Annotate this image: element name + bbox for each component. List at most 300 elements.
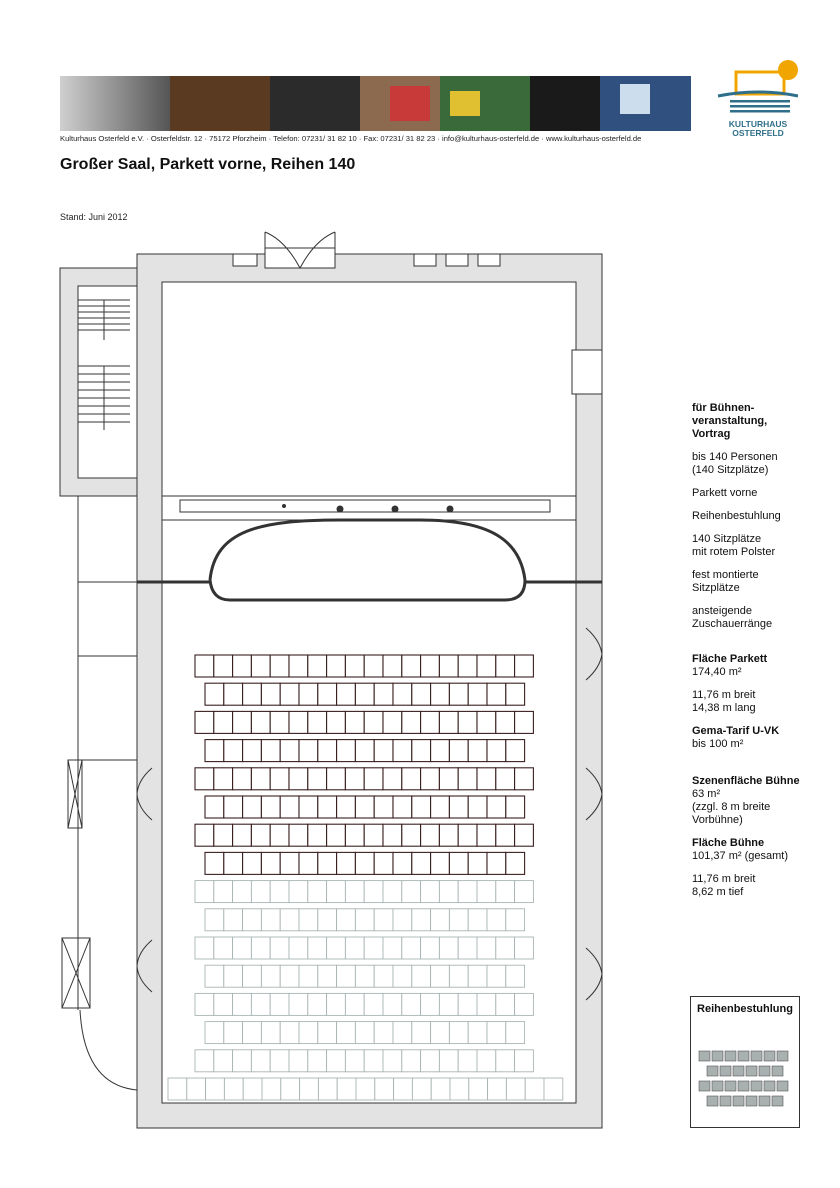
seat-inactive: [487, 1022, 506, 1044]
seat-inactive: [300, 1078, 319, 1100]
seat-active: [337, 852, 356, 874]
seat-inactive: [327, 881, 346, 903]
seat-active: [412, 796, 431, 818]
seat-inactive: [355, 1022, 374, 1044]
seat-active: [364, 655, 383, 677]
seat-active: [364, 768, 383, 790]
seat-active: [383, 655, 402, 677]
seat-inactive: [280, 1022, 299, 1044]
seat-inactive: [375, 1078, 394, 1100]
seat-inactive: [506, 909, 525, 931]
legend-graphic: [691, 997, 799, 1127]
seat-active: [251, 768, 270, 790]
seat-active: [337, 683, 356, 705]
seat-active: [243, 796, 262, 818]
seat-active: [506, 683, 525, 705]
seat-active: [374, 852, 393, 874]
seat-active: [374, 796, 393, 818]
seat-active: [299, 796, 318, 818]
seat-active: [205, 683, 224, 705]
seat-inactive: [243, 965, 262, 987]
seat-inactive: [439, 937, 458, 959]
seat-inactive: [318, 1078, 337, 1100]
seat-inactive: [496, 937, 515, 959]
legend-seat: [699, 1081, 710, 1091]
logo-line-1: KULTURHAUS: [728, 119, 788, 129]
seat-active: [195, 655, 214, 677]
seat-inactive: [544, 1078, 563, 1100]
seat-active: [251, 655, 270, 677]
seat-inactive: [468, 1022, 487, 1044]
seat-inactive: [412, 965, 431, 987]
seat-inactive: [251, 993, 270, 1015]
capacity-text: bis 140 Personen (140 Sitzplätze): [692, 451, 778, 476]
seat-active: [393, 852, 412, 874]
seat-active: [439, 711, 458, 733]
seat-active: [412, 852, 431, 874]
seat-inactive: [421, 1050, 440, 1072]
legend-seat: [712, 1081, 723, 1091]
seat-inactive: [477, 1050, 496, 1072]
seating-area: [168, 655, 563, 1100]
seat-active: [224, 796, 243, 818]
seat-inactive: [289, 937, 308, 959]
seat-inactive: [355, 909, 374, 931]
seat-active: [345, 655, 364, 677]
seat-active: [214, 768, 233, 790]
seat-inactive: [308, 993, 327, 1015]
seat-active: [243, 852, 262, 874]
seat-inactive: [439, 881, 458, 903]
seating-type-text: Reihenbestuhlung: [692, 510, 781, 522]
seat-active: [280, 796, 299, 818]
seat-active: [439, 824, 458, 846]
seat-inactive: [345, 993, 364, 1015]
seat-inactive: [270, 881, 289, 903]
seat-inactive: [251, 1050, 270, 1072]
seat-inactive: [345, 881, 364, 903]
seat-inactive: [374, 909, 393, 931]
seat-inactive: [224, 965, 243, 987]
seat-active: [224, 683, 243, 705]
seat-inactive: [356, 1078, 375, 1100]
seat-active: [496, 768, 515, 790]
legend-seat: [777, 1051, 788, 1061]
seat-active: [308, 711, 327, 733]
page-title: Großer Saal, Parkett vorne, Reihen 140: [60, 156, 356, 173]
seat-inactive: [214, 993, 233, 1015]
seat-inactive: [261, 909, 280, 931]
seat-active: [345, 711, 364, 733]
tiers-text: ansteigende Zuschauerränge: [692, 605, 773, 630]
seat-active: [393, 740, 412, 762]
seat-inactive: [206, 1078, 225, 1100]
seat-active: [337, 740, 356, 762]
seat-inactive: [224, 1022, 243, 1044]
seat-active: [487, 852, 506, 874]
seat-inactive: [337, 1022, 356, 1044]
seat-active: [374, 683, 393, 705]
parkett-dimensions: 11,76 m breit 14,38 m lang: [692, 689, 756, 714]
seat-inactive: [195, 993, 214, 1015]
seat-active: [506, 740, 525, 762]
seat-inactive: [308, 1050, 327, 1072]
seat-inactive: [468, 909, 487, 931]
seat-inactive: [318, 965, 337, 987]
seat-inactive: [299, 909, 318, 931]
legend-seat: [733, 1096, 744, 1106]
seat-inactive: [496, 993, 515, 1015]
gema-value: bis 100 m²: [692, 738, 744, 750]
seat-active: [383, 768, 402, 790]
seat-active: [468, 740, 487, 762]
seat-active: [449, 740, 468, 762]
seat-active: [431, 683, 450, 705]
seat-active: [270, 824, 289, 846]
seat-inactive: [525, 1078, 544, 1100]
seat-inactive: [243, 1022, 262, 1044]
seat-inactive: [515, 937, 534, 959]
legend-seat: [733, 1066, 744, 1076]
seat-active: [515, 824, 534, 846]
seat-active: [506, 796, 525, 818]
seat-active: [449, 683, 468, 705]
seat-active: [393, 683, 412, 705]
seat-inactive: [318, 909, 337, 931]
seat-active: [468, 796, 487, 818]
seat-inactive: [168, 1078, 187, 1100]
buehne-dimensions: 11,76 m breit 8,62 m tief: [692, 873, 756, 898]
seat-inactive: [251, 937, 270, 959]
seat-inactive: [394, 1078, 413, 1100]
seat-active: [487, 683, 506, 705]
seat-inactive: [496, 881, 515, 903]
seat-active: [383, 824, 402, 846]
seat-inactive: [458, 1050, 477, 1072]
seat-inactive: [224, 909, 243, 931]
seat-inactive: [261, 965, 280, 987]
seat-inactive: [261, 1022, 280, 1044]
seat-active: [289, 711, 308, 733]
seat-inactive: [383, 993, 402, 1015]
seat-inactive: [431, 965, 450, 987]
seat-active: [496, 655, 515, 677]
seat-active: [280, 852, 299, 874]
seat-inactive: [431, 1078, 450, 1100]
seat-active: [468, 683, 487, 705]
seat-active: [345, 768, 364, 790]
seat-active: [355, 683, 374, 705]
legend-seat: [777, 1081, 788, 1091]
seat-inactive: [289, 993, 308, 1015]
seat-active: [205, 852, 224, 874]
seat-inactive: [187, 1078, 206, 1100]
seat-active: [233, 655, 252, 677]
seat-active: [458, 768, 477, 790]
seat-active: [195, 824, 214, 846]
seat-inactive: [515, 881, 534, 903]
legend-seat: [707, 1096, 718, 1106]
seat-inactive: [383, 937, 402, 959]
seat-active: [280, 683, 299, 705]
seat-active: [402, 768, 421, 790]
seat-inactive: [262, 1078, 281, 1100]
seat-active: [289, 824, 308, 846]
seat-inactive: [364, 1050, 383, 1072]
gema-heading: Gema-Tarif U-VK: [692, 725, 780, 737]
seat-active: [205, 740, 224, 762]
legend-seat: [751, 1081, 762, 1091]
seat-inactive: [421, 937, 440, 959]
seat-active: [233, 768, 252, 790]
seat-inactive: [506, 965, 525, 987]
seat-active: [195, 768, 214, 790]
seat-inactive: [280, 909, 299, 931]
seat-active: [299, 740, 318, 762]
seat-inactive: [270, 937, 289, 959]
seat-active: [327, 824, 346, 846]
legend-seat: [699, 1051, 710, 1061]
seat-active: [458, 655, 477, 677]
info-panel: [692, 402, 832, 909]
seat-active: [299, 683, 318, 705]
seat-inactive: [487, 965, 506, 987]
seat-active: [487, 740, 506, 762]
seat-inactive: [345, 1050, 364, 1072]
seat-inactive: [205, 909, 224, 931]
seat-active: [515, 768, 534, 790]
seat-active: [195, 711, 214, 733]
seat-inactive: [243, 909, 262, 931]
seat-inactive: [281, 1078, 300, 1100]
area-text: Parkett vorne: [692, 487, 758, 499]
seat-active: [431, 796, 450, 818]
seat-active: [224, 852, 243, 874]
seat-active: [289, 655, 308, 677]
seat-inactive: [308, 937, 327, 959]
seat-active: [487, 796, 506, 818]
seat-inactive: [488, 1078, 507, 1100]
legend-box: [690, 996, 800, 1128]
seat-inactive: [195, 1050, 214, 1072]
legend-seat: [764, 1081, 775, 1091]
stair-lines: [78, 300, 130, 430]
seat-active: [270, 655, 289, 677]
seat-inactive: [449, 1022, 468, 1044]
seat-inactive: [214, 1050, 233, 1072]
seat-inactive: [243, 1078, 262, 1100]
seat-active: [477, 824, 496, 846]
seat-active: [318, 740, 337, 762]
seat-active: [449, 852, 468, 874]
seat-inactive: [402, 881, 421, 903]
seat-inactive: [383, 1050, 402, 1072]
seat-inactive: [318, 1022, 337, 1044]
seat-inactive: [477, 993, 496, 1015]
seat-inactive: [337, 965, 356, 987]
szene-heading: Szenenfläche Bühne: [692, 775, 800, 787]
top-double-door: [265, 232, 335, 268]
legend-seat: [751, 1051, 762, 1061]
legend-seat: [712, 1051, 723, 1061]
seat-active: [412, 683, 431, 705]
legend-seat: [707, 1066, 718, 1076]
seat-active: [477, 655, 496, 677]
seat-active: [289, 768, 308, 790]
seat-inactive: [327, 937, 346, 959]
seat-inactive: [308, 881, 327, 903]
seat-active: [214, 655, 233, 677]
legend-seat: [746, 1066, 757, 1076]
contact-address-line: Kulturhaus Osterfeld e.V. · Osterfeldstr. 12 · 75172 Pforzheim · Telefon: 07231/ 31 82 10 · Fax: 07231/ 31 82 23 · info@kulturhaus-osterfeld.de · www.kulturhaus-osterfeld.de: [60, 134, 642, 143]
seats-text: 140 Sitzplätze mit rotem Polster: [692, 533, 776, 558]
seat-inactive: [270, 993, 289, 1015]
seat-inactive: [393, 965, 412, 987]
legend-seat: [759, 1066, 770, 1076]
seat-active: [205, 796, 224, 818]
legend-seat: [720, 1096, 731, 1106]
seat-inactive: [299, 965, 318, 987]
seat-inactive: [393, 909, 412, 931]
seat-inactive: [374, 965, 393, 987]
seat-active: [243, 683, 262, 705]
buehne-heading: Fläche Bühne: [692, 837, 765, 849]
seat-active: [270, 768, 289, 790]
seat-inactive: [364, 993, 383, 1015]
seat-inactive: [337, 1078, 356, 1100]
seat-inactive: [469, 1078, 488, 1100]
seat-inactive: [449, 965, 468, 987]
seat-active: [243, 740, 262, 762]
seat-inactive: [515, 993, 534, 1015]
legend-seat: [772, 1096, 783, 1106]
seat-active: [439, 768, 458, 790]
seat-inactive: [383, 881, 402, 903]
seat-active: [299, 852, 318, 874]
seat-inactive: [195, 937, 214, 959]
legend-seat: [725, 1051, 736, 1061]
seat-inactive: [233, 937, 252, 959]
seat-active: [308, 655, 327, 677]
legend-seat: [738, 1051, 749, 1061]
seat-active: [364, 711, 383, 733]
seat-inactive: [299, 1022, 318, 1044]
seat-active: [421, 655, 440, 677]
seat-inactive: [214, 881, 233, 903]
seat-active: [327, 655, 346, 677]
seat-inactive: [327, 1050, 346, 1072]
seat-inactive: [412, 909, 431, 931]
stand-date: Stand: Juni 2012: [60, 212, 128, 222]
seat-active: [318, 852, 337, 874]
seat-active: [421, 824, 440, 846]
legend-seat: [738, 1081, 749, 1091]
seat-inactive: [439, 1050, 458, 1072]
seat-active: [261, 740, 280, 762]
seat-inactive: [289, 881, 308, 903]
legend-seat: [759, 1096, 770, 1106]
seat-inactive: [364, 881, 383, 903]
seat-active: [449, 796, 468, 818]
seat-active: [402, 711, 421, 733]
seat-inactive: [477, 881, 496, 903]
seat-inactive: [270, 1050, 289, 1072]
parkett-value: 174,40 m²: [692, 666, 742, 678]
seat-active: [421, 768, 440, 790]
seat-inactive: [214, 937, 233, 959]
seat-active: [421, 711, 440, 733]
seat-active: [393, 796, 412, 818]
seat-inactive: [233, 881, 252, 903]
seat-active: [506, 852, 525, 874]
fixed-seats-text: fest montierte Sitzplätze: [692, 569, 759, 594]
legend-seat: [725, 1081, 736, 1091]
seat-inactive: [515, 1050, 534, 1072]
seat-active: [458, 824, 477, 846]
seat-inactive: [449, 909, 468, 931]
legend-title: Reihenbestuhlung: [697, 1003, 793, 1015]
stage-front: [137, 496, 602, 600]
seat-active: [412, 740, 431, 762]
seat-active: [214, 711, 233, 733]
seat-active: [308, 768, 327, 790]
seat-inactive: [431, 909, 450, 931]
seat-inactive: [364, 937, 383, 959]
legend-seat: [764, 1051, 775, 1061]
seat-inactive: [458, 881, 477, 903]
seat-active: [337, 796, 356, 818]
seat-active: [402, 824, 421, 846]
parkett-heading: Fläche Parkett: [692, 653, 768, 665]
legend-seat: [746, 1096, 757, 1106]
seat-inactive: [477, 937, 496, 959]
seat-inactive: [251, 881, 270, 903]
seat-active: [355, 796, 374, 818]
seat-inactive: [289, 1050, 308, 1072]
seat-inactive: [506, 1022, 525, 1044]
seat-inactive: [393, 1022, 412, 1044]
seat-active: [308, 824, 327, 846]
seat-inactive: [224, 1078, 243, 1100]
seat-active: [496, 711, 515, 733]
seat-active: [364, 824, 383, 846]
seat-inactive: [439, 993, 458, 1015]
seat-active: [280, 740, 299, 762]
seat-active: [251, 824, 270, 846]
seat-active: [318, 796, 337, 818]
seat-active: [355, 740, 374, 762]
seat-inactive: [195, 881, 214, 903]
seat-active: [477, 711, 496, 733]
seat-active: [270, 711, 289, 733]
legend-seat: [720, 1066, 731, 1076]
seat-active: [214, 824, 233, 846]
seat-active: [439, 655, 458, 677]
seat-active: [477, 768, 496, 790]
seat-active: [261, 796, 280, 818]
seat-active: [468, 852, 487, 874]
seat-inactive: [345, 937, 364, 959]
seat-inactive: [506, 1078, 525, 1100]
seat-inactive: [412, 1022, 431, 1044]
seat-inactive: [421, 993, 440, 1015]
seat-inactive: [487, 909, 506, 931]
seat-active: [431, 740, 450, 762]
seat-inactive: [458, 993, 477, 1015]
seat-inactive: [233, 993, 252, 1015]
seat-inactive: [402, 1050, 421, 1072]
seat-active: [327, 711, 346, 733]
